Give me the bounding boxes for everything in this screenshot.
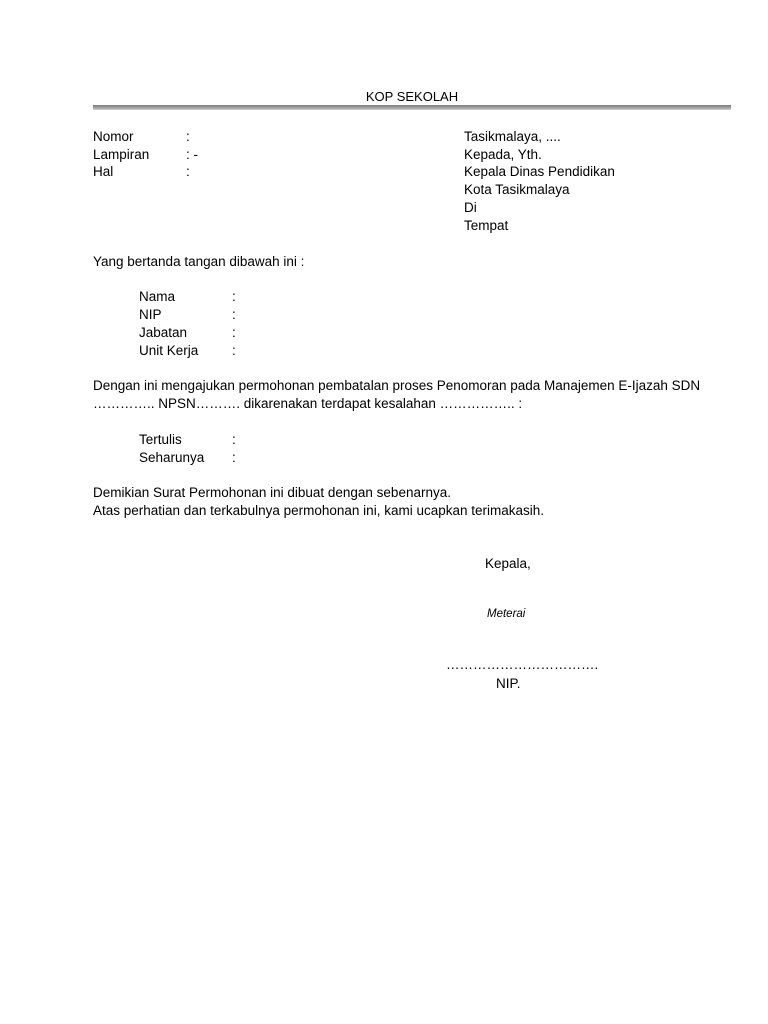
identity-row-jabatan [139,324,236,342]
identity-label: Jabatan [139,325,188,340]
signature-dots: ……………………………. [446,657,599,672]
identity-row-unit-kerja [139,342,236,360]
identity-label: Nama [139,289,176,304]
closing-line-1: Demikian Surat Permohonan ini dibuat dengan sebenarnya. [93,485,451,500]
recipient-line-1: Kepala Dinas Pendidikan [464,164,615,179]
meta-lampiran-label: Lampiran [93,147,150,162]
meta-nomor [93,128,190,146]
identity-row-nama [139,288,236,306]
signature-title: Kepala, [485,556,531,571]
body-line-2: ………….. NPSN………. dikarenakan terdapat kesalahan …………….. : [93,396,523,411]
body-line-1: Dengan ini mengajukan permohonan pembatalan proses Penomoran pada Manajemen E-Ijazah SDN [93,378,701,393]
intro-text: Yang bertanda tangan dibawah ini : [93,254,305,269]
meta-hal-label: Hal [93,164,114,179]
closing-line-2: Atas perhatian dan terkabulnya permohonan ini, kami ucapkan terimakasih. [93,503,545,518]
meterai-placeholder: Meterai [487,608,526,620]
meta-nomor-colon: : [186,129,190,144]
meta-lampiran [93,146,198,164]
correction-label: Seharunya [139,450,205,465]
identity-colon: : [232,343,236,358]
meta-nomor-label: Nomor [93,129,134,144]
identity-row-nip [139,306,236,324]
correction-row-tertulis [139,431,236,449]
recipient-kepada: Kepada, Yth. [464,147,542,162]
identity-colon: : [232,307,236,322]
meta-hal [93,163,190,181]
identity-label: Unit Kerja [139,343,199,358]
letterhead-title: KOP SEKOLAH [365,89,459,104]
letterhead-divider [93,105,731,110]
correction-label: Tertulis [139,432,182,447]
identity-colon: : [232,325,236,340]
correction-colon: : [232,432,236,447]
correction-row-seharunya [139,449,236,467]
meta-lampiran-colon: : [186,147,190,162]
identity-colon: : [232,289,236,304]
recipient-line-2: Kota Tasikmalaya [464,182,570,197]
recipient-line-3: Di [464,200,477,215]
correction-colon: : [232,450,236,465]
meta-lampiran-value: - [193,147,199,162]
recipient-line-4: Tempat [464,218,509,233]
signature-nip: NIP. [496,676,521,691]
identity-label: NIP [139,307,162,322]
meta-hal-colon: : [186,164,190,179]
place-date: Tasikmalaya, .... [464,129,561,144]
